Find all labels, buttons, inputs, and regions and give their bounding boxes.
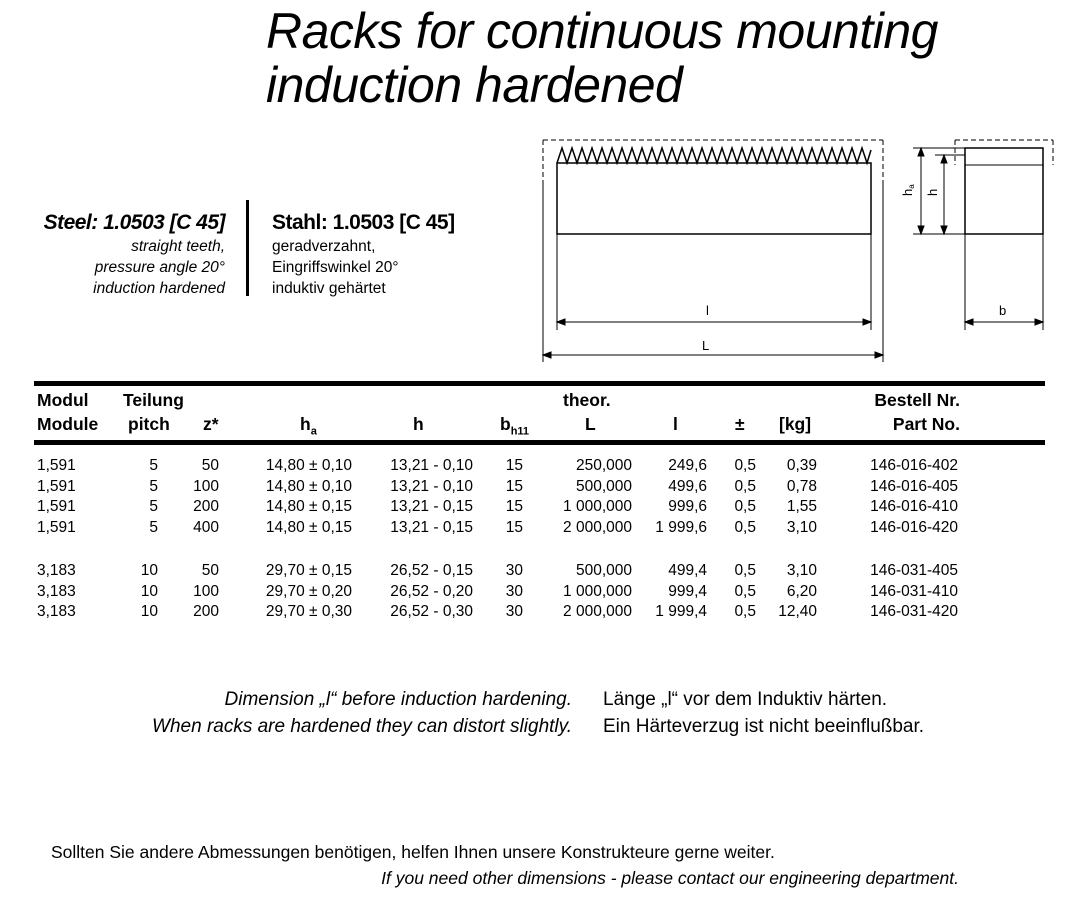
cell-modul: 1,591	[37, 498, 76, 516]
steel-line-en-2: pressure angle 20°	[94, 259, 225, 276]
header-module: Module	[37, 414, 99, 434]
cell-tol: 0,5	[734, 477, 756, 495]
steel-line-de-1: geradverzahnt,	[272, 238, 376, 255]
cell-z: 50	[201, 457, 219, 474]
cell-z: 50	[201, 562, 219, 579]
cell-L: 2 000,000	[563, 519, 632, 537]
cell-h: 26,52 - 0,15	[390, 562, 473, 579]
cell-l: 999,4	[668, 582, 707, 600]
cell-l: 249,6	[668, 457, 707, 474]
cell-l: 999,6	[668, 498, 707, 516]
header-partno: Part No.	[892, 414, 960, 434]
rack-side-body	[557, 163, 871, 234]
cell-tol: 0,5	[734, 519, 756, 537]
cell-tol: 0,5	[734, 457, 756, 474]
cell-kg: 0,39	[786, 457, 817, 474]
cell-z: 200	[193, 498, 219, 516]
cell-kg: 12,40	[778, 603, 817, 621]
cell-tol: 0,5	[734, 498, 756, 516]
cell-kg: 6,20	[786, 582, 817, 600]
cell-modul: 1,591	[37, 477, 76, 495]
cell-h: 13,21 - 0,15	[390, 519, 473, 537]
spec-divider	[246, 200, 249, 296]
notes-german	[603, 686, 924, 740]
cell-h: 26,52 - 0,30	[390, 603, 473, 621]
header-h: h	[413, 414, 424, 434]
cell-l: 1 999,4	[655, 603, 707, 621]
cell-pitch: 5	[149, 498, 158, 516]
note-en-1: Dimension „l“ before induction hardening.	[224, 689, 572, 710]
cell-modul: 1,591	[37, 519, 76, 537]
cell-z: 100	[193, 582, 219, 600]
header-l: l	[673, 414, 678, 434]
cell-part: 146-031-420	[870, 603, 958, 621]
cell-kg: 0,78	[786, 477, 817, 495]
cell-tol: 0,5	[734, 603, 756, 621]
cell-z: 200	[193, 603, 219, 621]
steel-line-en-1: straight teeth,	[131, 238, 225, 255]
cell-L: 1 000,000	[563, 582, 632, 600]
cell-l: 499,6	[668, 477, 707, 495]
cell-modul: 3,183	[37, 582, 76, 600]
table-top-rule	[34, 381, 1045, 386]
cell-modul: 3,183	[37, 562, 76, 579]
cell-b: 30	[505, 582, 523, 600]
label-L: L	[702, 338, 710, 353]
cell-pitch: 10	[140, 603, 158, 621]
rack-end-view	[965, 148, 1043, 234]
cell-b: 15	[505, 477, 523, 495]
steel-heading-de: Stahl: 1.0503 [C 45]	[272, 211, 455, 234]
cell-h: 13,21 - 0,10	[390, 457, 473, 474]
cell-L: 500,000	[575, 477, 632, 495]
label-h: h	[925, 188, 940, 196]
steel-line-de-2: Eingriffswinkel 20°	[272, 259, 399, 276]
cell-tol: 0,5	[734, 562, 756, 579]
cell-pitch: 5	[149, 477, 158, 495]
page-title-line1: Racks for continuous mounting	[266, 3, 938, 59]
steel-spec-german	[272, 210, 455, 299]
header-theor: theor.	[563, 390, 611, 410]
cell-tol: 0,5	[734, 582, 756, 600]
header-tolerance: ±	[735, 414, 745, 434]
cell-ha: 29,70 ± 0,30	[265, 603, 352, 621]
header-ha: $h_a$	[300, 414, 317, 438]
header-L: L	[585, 414, 596, 434]
header-kg: [kg]	[779, 414, 812, 434]
cell-part: 146-016-420	[870, 519, 958, 537]
cell-ha: 14,80 ± 0,10	[265, 457, 352, 474]
note-de-2: Ein Härteverzug ist nicht beeinflußbar.	[603, 716, 925, 737]
rack-technical-drawing	[530, 128, 1060, 368]
header-b: $b_{h11}$	[500, 414, 530, 438]
steel-heading-en: Steel: 1.0503 [C 45]	[43, 211, 225, 234]
cell-pitch: 10	[140, 582, 158, 600]
rack-teeth	[557, 148, 871, 163]
cell-ha: 29,70 ± 0,20	[265, 582, 352, 600]
cell-l: 499,4	[668, 562, 707, 579]
cell-h: 13,21 - 0,15	[390, 498, 473, 516]
footer-german: Sollten Sie andere Abmessungen benötigen, helfen Ihnen unsere Konstrukteure gerne weiter.	[51, 842, 775, 862]
steel-spec-english	[44, 210, 225, 299]
cell-ha: 14,80 ± 0,10	[265, 477, 352, 495]
steel-line-de-3: induktiv gehärtet	[272, 280, 386, 297]
cell-part: 146-016-402	[870, 457, 958, 474]
cell-L: 500,000	[575, 562, 632, 579]
cell-z: 400	[193, 519, 219, 537]
header-z: z*	[203, 414, 219, 434]
cell-kg: 3,10	[786, 519, 817, 537]
header-bestell: Bestell Nr.	[874, 390, 960, 410]
cell-ha: 14,80 ± 0,15	[265, 498, 352, 516]
note-de-1: Länge „l“ vor dem Induktiv härten.	[603, 689, 888, 710]
header-pitch: pitch	[128, 414, 170, 434]
label-l: l	[706, 303, 709, 318]
cell-z: 100	[193, 477, 219, 495]
cell-ha: 14,80 ± 0,15	[265, 519, 352, 537]
cell-ha: 29,70 ± 0,15	[265, 562, 352, 579]
cell-part: 146-031-405	[870, 562, 958, 579]
page-title-line2: induction hardened	[266, 57, 683, 113]
cell-pitch: 10	[140, 562, 158, 579]
cell-b: 15	[505, 519, 523, 537]
label-b: b	[999, 303, 1007, 318]
cell-modul: 3,183	[37, 603, 76, 621]
cell-L: 1 000,000	[563, 498, 632, 516]
cell-b: 15	[505, 498, 523, 516]
notes-english	[152, 686, 572, 740]
cell-b: 30	[505, 562, 523, 579]
cell-part: 146-016-410	[870, 498, 958, 516]
cell-L: 2 000,000	[563, 603, 632, 621]
cell-b: 15	[505, 457, 523, 474]
cell-h: 26,52 - 0,20	[390, 582, 473, 600]
cell-modul: 1,591	[37, 457, 76, 474]
cell-kg: 3,10	[786, 562, 817, 579]
cell-part: 146-031-410	[870, 582, 958, 600]
footer-english: If you need other dimensions - please contact our engineering department.	[381, 868, 959, 888]
cell-h: 13,21 - 0,10	[390, 477, 473, 495]
note-en-2: When racks are hardened they can distort slightly.	[152, 716, 572, 737]
cell-L: 250,000	[575, 457, 632, 474]
header-teilung: Teilung	[123, 390, 184, 410]
table-header-rule	[34, 440, 1045, 445]
steel-line-en-3: induction hardened	[93, 280, 225, 297]
header-modul: Modul	[37, 390, 89, 410]
cell-l: 1 999,6	[655, 519, 707, 537]
cell-part: 146-016-405	[870, 477, 958, 495]
cell-pitch: 5	[149, 457, 158, 474]
cell-b: 30	[505, 603, 523, 621]
cell-pitch: 5	[149, 519, 158, 537]
cell-kg: 1,55	[786, 498, 817, 516]
label-ha: ha	[900, 184, 916, 196]
